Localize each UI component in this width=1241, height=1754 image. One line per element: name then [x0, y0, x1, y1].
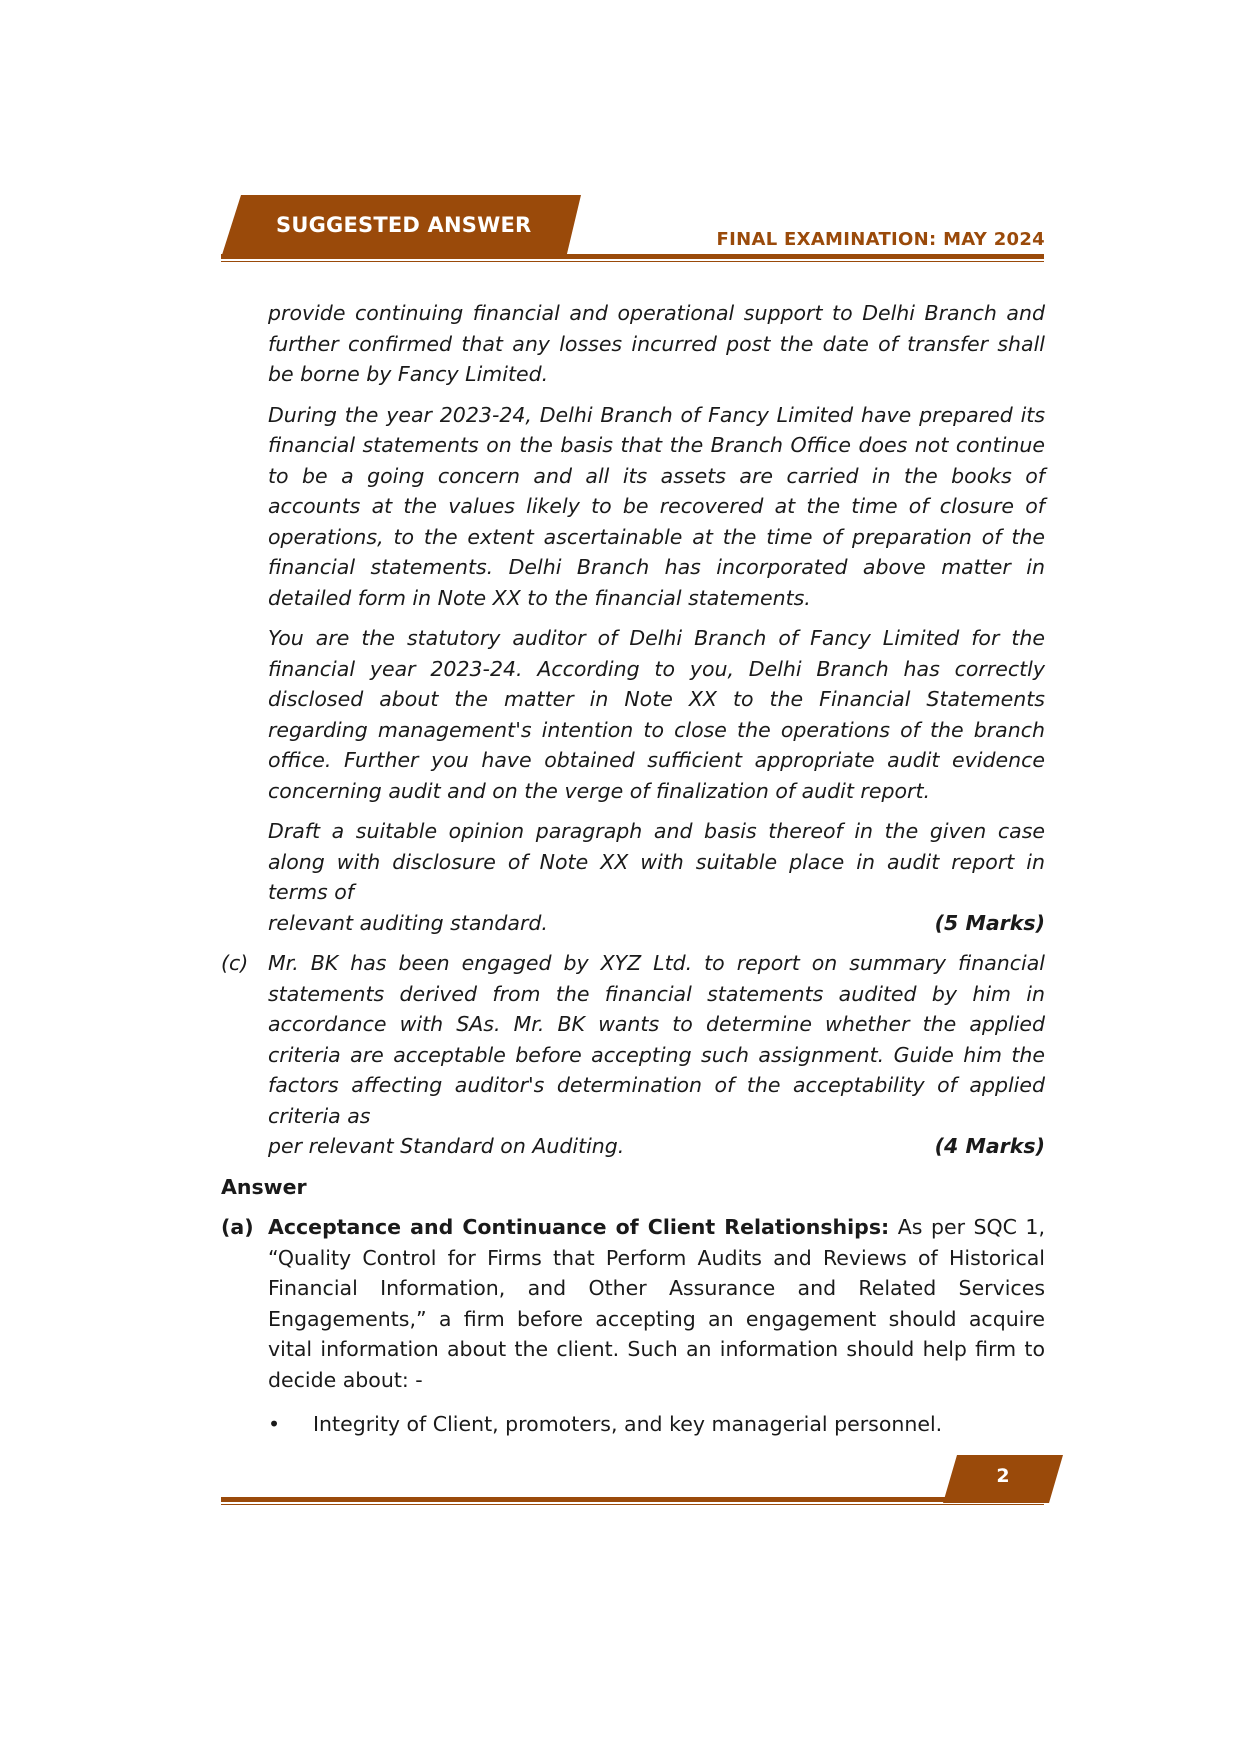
answer-heading: Answer — [221, 1174, 307, 1199]
header-tab-label: SUGGESTED ANSWER — [276, 213, 532, 237]
answer-part-a-body — [268, 1212, 1045, 1395]
footer-rule-thin — [221, 1504, 1044, 1505]
page-number: 2 — [996, 1465, 1010, 1487]
list-item — [221, 1409, 1045, 1440]
part-c-marks-line — [268, 1131, 1045, 1162]
footer-rule — [221, 1497, 1044, 1502]
marks-label: (5 Marks) — [934, 910, 1045, 935]
draft-paragraph-text: Draft a suitable opinion paragraph and basis thereof in the given case along with disclosure of Note XX with suitable place in audit report in terms of — [268, 819, 1045, 904]
marks-label: (4 Marks) — [934, 1134, 1045, 1158]
answer-part-a-text: As per SQC 1, “Quality Control for Firms that Perform Audits and Reviews of Historical Financial Information, and Other Assurance and Related Services Engagements,” a firm before accepting an engagement should acquire vital information about the client. Such an information should help firm to decide about: - — [268, 1215, 1045, 1392]
bullet-text: Integrity of Client, promoters, and key managerial personnel. — [313, 1412, 943, 1436]
draft-paragraph-last: relevant auditing standard. — [268, 910, 548, 935]
answer-part-a — [221, 1212, 1045, 1395]
question-paragraph-1: provide continuing financial and operational support to Delhi Branch and further confirmed that any losses incurred post the date of transfer shall be borne by Fancy Limited. — [268, 301, 1045, 386]
header-rule — [221, 254, 1044, 259]
part-c-label: (c) — [221, 951, 249, 975]
exam-title: FINAL EXAMINATION: MAY 2024 — [716, 229, 1045, 250]
answer-part-a-title: Acceptance and Continuance of Client Relationships: — [268, 1215, 890, 1239]
part-c-last: per relevant Standard on Auditing. — [268, 1134, 625, 1158]
page-content — [221, 298, 1045, 1440]
question-part-c — [221, 948, 1045, 1162]
draft-paragraph-marks-line — [268, 908, 1045, 939]
part-c-body — [268, 948, 1045, 1162]
answer-part-a-label: (a) — [221, 1215, 254, 1239]
question-draft-paragraph — [221, 816, 1045, 938]
bullet-icon: • — [268, 1412, 281, 1436]
part-c-text: Mr. BK has been engaged by XYZ Ltd. to report on summary financial statements derived from the financial statements audited by him in accordance with SAs. Mr. BK wants to determine whether the applied criteria are acceptable before accepting such assignment. Guide him the factors affecting auditor's determination of the acceptability of applied criteria as — [268, 951, 1045, 1128]
header-rule-thin — [221, 261, 1044, 262]
question-paragraph-2: During the year 2023-24, Delhi Branch of Fancy Limited have prepared its financial statements on the basis that the Branch Office does not continue to be a going concern and all its assets are carried in the books of accounts at the values likely to be recovered at the time of closure of operations, to the extent ascertainable at the time of preparation of the financial statements. Delhi Branch has incorporated above matter in detailed form in Note XX to the financial statements. — [268, 402, 1045, 610]
question-paragraph-3: You are the statutory auditor of Delhi Branch of Fancy Limited for the financial year 2023-24. According to you, Delhi Branch has correctly disclosed about the matter in Note XX to the Financial Statements regarding management's intention to close the operations of the branch office. Further you have obtained sufficient appropriate audit evidence concerning audit and on the verge of finalization of audit report. — [268, 626, 1045, 803]
